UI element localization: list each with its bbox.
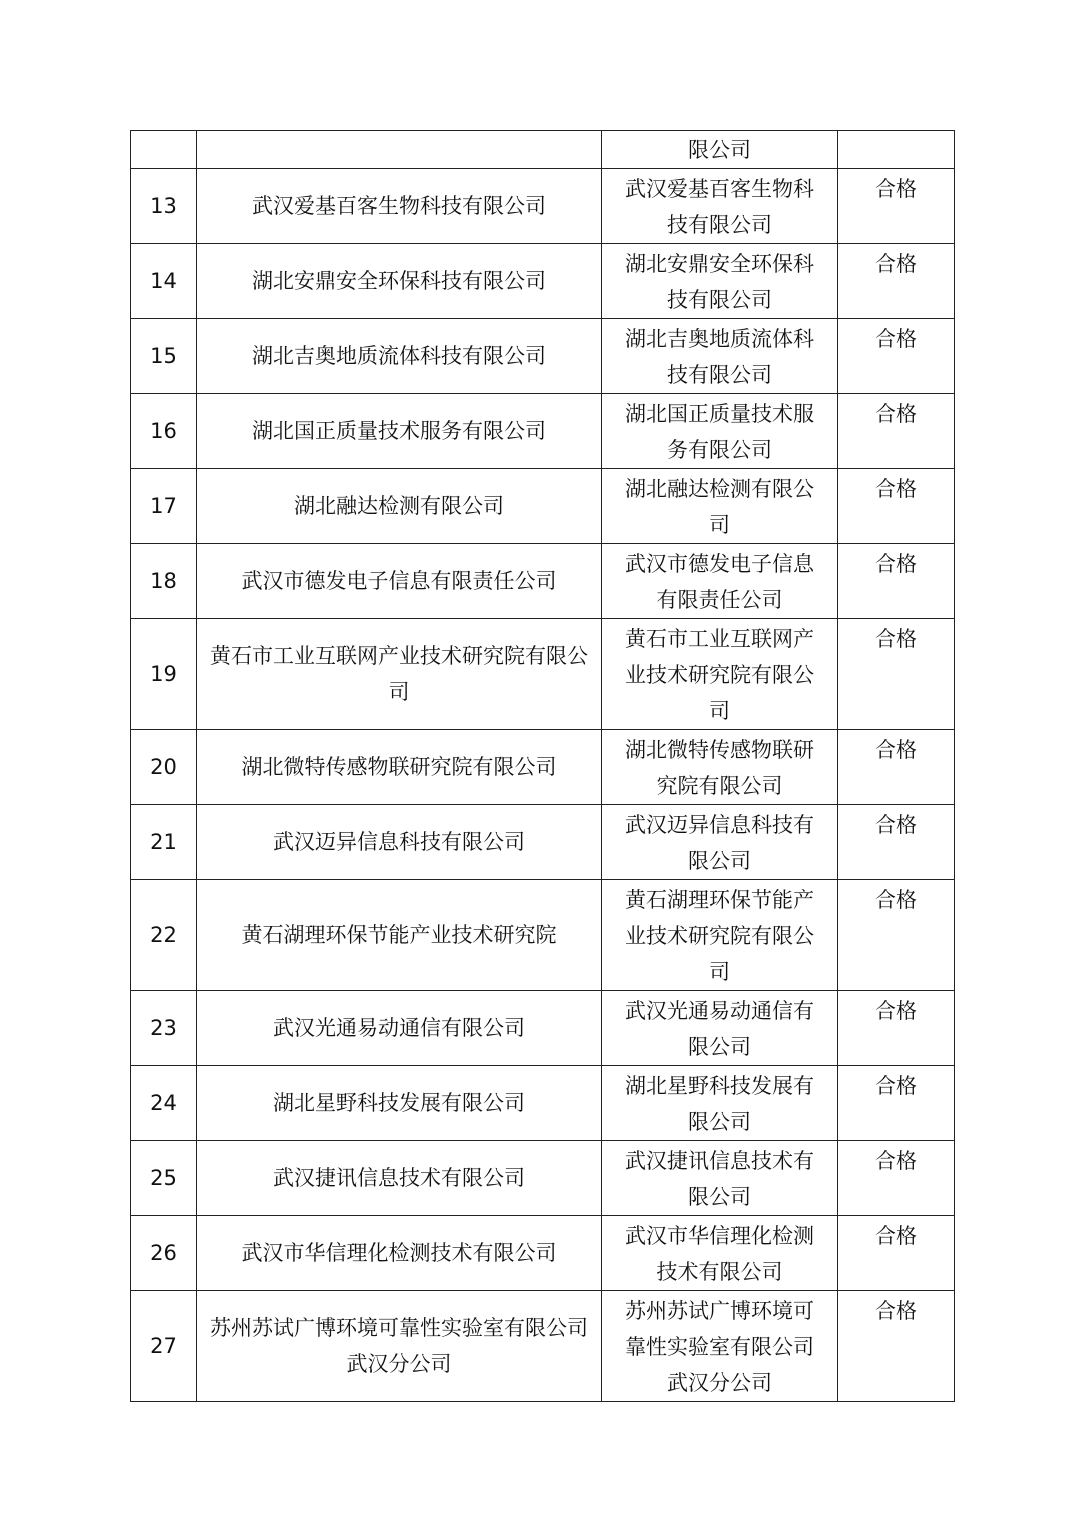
cell-result: 合格 (838, 1216, 955, 1291)
cell-unit: 湖北融达检测有限公司 (197, 469, 602, 544)
cell-num: 16 (131, 394, 197, 469)
cell-num: 24 (131, 1066, 197, 1141)
cell-org: 湖北国正质量技术服务有限公司 (602, 394, 838, 469)
cell-num: 15 (131, 319, 197, 394)
cell-num: 27 (131, 1291, 197, 1402)
cell-org: 黄石湖理环保节能产业技术研究院有限公司 (602, 880, 838, 991)
cell-unit (197, 131, 602, 169)
cell-unit: 湖北吉奥地质流体科技有限公司 (197, 319, 602, 394)
table-row (131, 619, 955, 730)
cell-org: 武汉光通易动通信有限公司 (602, 991, 838, 1066)
table-row (131, 1216, 955, 1291)
cell-result: 合格 (838, 1066, 955, 1141)
cell-num: 19 (131, 619, 197, 730)
cell-org: 武汉爱基百客生物科技有限公司 (602, 169, 838, 244)
cell-unit: 湖北国正质量技术服务有限公司 (197, 394, 602, 469)
cell-num: 22 (131, 880, 197, 991)
cell-org: 武汉市德发电子信息有限责任公司 (602, 544, 838, 619)
cell-unit: 黄石市工业互联网产业技术研究院有限公司 (197, 619, 602, 730)
cell-org: 武汉捷讯信息技术有限公司 (602, 1141, 838, 1216)
cell-num: 25 (131, 1141, 197, 1216)
table-row (131, 730, 955, 805)
cell-result: 合格 (838, 730, 955, 805)
cell-unit: 武汉光通易动通信有限公司 (197, 991, 602, 1066)
cell-org: 限公司 (602, 131, 838, 169)
table-row (131, 991, 955, 1066)
cell-result: 合格 (838, 805, 955, 880)
cell-num: 21 (131, 805, 197, 880)
cell-result: 合格 (838, 880, 955, 991)
table-row (131, 319, 955, 394)
table-row (131, 394, 955, 469)
cell-unit: 湖北安鼎安全环保科技有限公司 (197, 244, 602, 319)
table-row (131, 244, 955, 319)
cell-num: 13 (131, 169, 197, 244)
cell-org: 武汉迈异信息科技有限公司 (602, 805, 838, 880)
cell-num: 20 (131, 730, 197, 805)
cell-num: 17 (131, 469, 197, 544)
continuation-row (131, 131, 955, 169)
table-row (131, 469, 955, 544)
table-row (131, 805, 955, 880)
cell-result: 合格 (838, 244, 955, 319)
cell-org: 湖北吉奥地质流体科技有限公司 (602, 319, 838, 394)
cell-unit: 湖北星野科技发展有限公司 (197, 1066, 602, 1141)
table-row (131, 1066, 955, 1141)
table-row (131, 1291, 955, 1402)
cell-result: 合格 (838, 394, 955, 469)
cell-num: 23 (131, 991, 197, 1066)
results-table (130, 130, 955, 1402)
cell-org: 湖北融达检测有限公司 (602, 469, 838, 544)
table-row (131, 169, 955, 244)
cell-unit: 武汉捷讯信息技术有限公司 (197, 1141, 602, 1216)
table-row (131, 1141, 955, 1216)
cell-result: 合格 (838, 319, 955, 394)
cell-result: 合格 (838, 544, 955, 619)
cell-unit: 武汉爱基百客生物科技有限公司 (197, 169, 602, 244)
cell-result: 合格 (838, 169, 955, 244)
cell-num: 14 (131, 244, 197, 319)
cell-org: 黄石市工业互联网产业技术研究院有限公司 (602, 619, 838, 730)
cell-org: 武汉市华信理化检测技术有限公司 (602, 1216, 838, 1291)
table-row (131, 880, 955, 991)
cell-num: 18 (131, 544, 197, 619)
cell-org: 湖北星野科技发展有限公司 (602, 1066, 838, 1141)
cell-result: 合格 (838, 991, 955, 1066)
cell-num (131, 131, 197, 169)
cell-org: 湖北安鼎安全环保科技有限公司 (602, 244, 838, 319)
cell-unit: 苏州苏试广博环境可靠性实验室有限公司武汉分公司 (197, 1291, 602, 1402)
cell-unit: 黄石湖理环保节能产业技术研究院 (197, 880, 602, 991)
cell-result (838, 131, 955, 169)
cell-org: 湖北微特传感物联研究院有限公司 (602, 730, 838, 805)
cell-result: 合格 (838, 1291, 955, 1402)
cell-result: 合格 (838, 619, 955, 730)
cell-unit: 湖北微特传感物联研究院有限公司 (197, 730, 602, 805)
cell-unit: 武汉迈异信息科技有限公司 (197, 805, 602, 880)
cell-result: 合格 (838, 469, 955, 544)
cell-num: 26 (131, 1216, 197, 1291)
cell-unit: 武汉市德发电子信息有限责任公司 (197, 544, 602, 619)
cell-org: 苏州苏试广博环境可靠性实验室有限公司武汉分公司 (602, 1291, 838, 1402)
cell-result: 合格 (838, 1141, 955, 1216)
cell-unit: 武汉市华信理化检测技术有限公司 (197, 1216, 602, 1291)
table-row (131, 544, 955, 619)
